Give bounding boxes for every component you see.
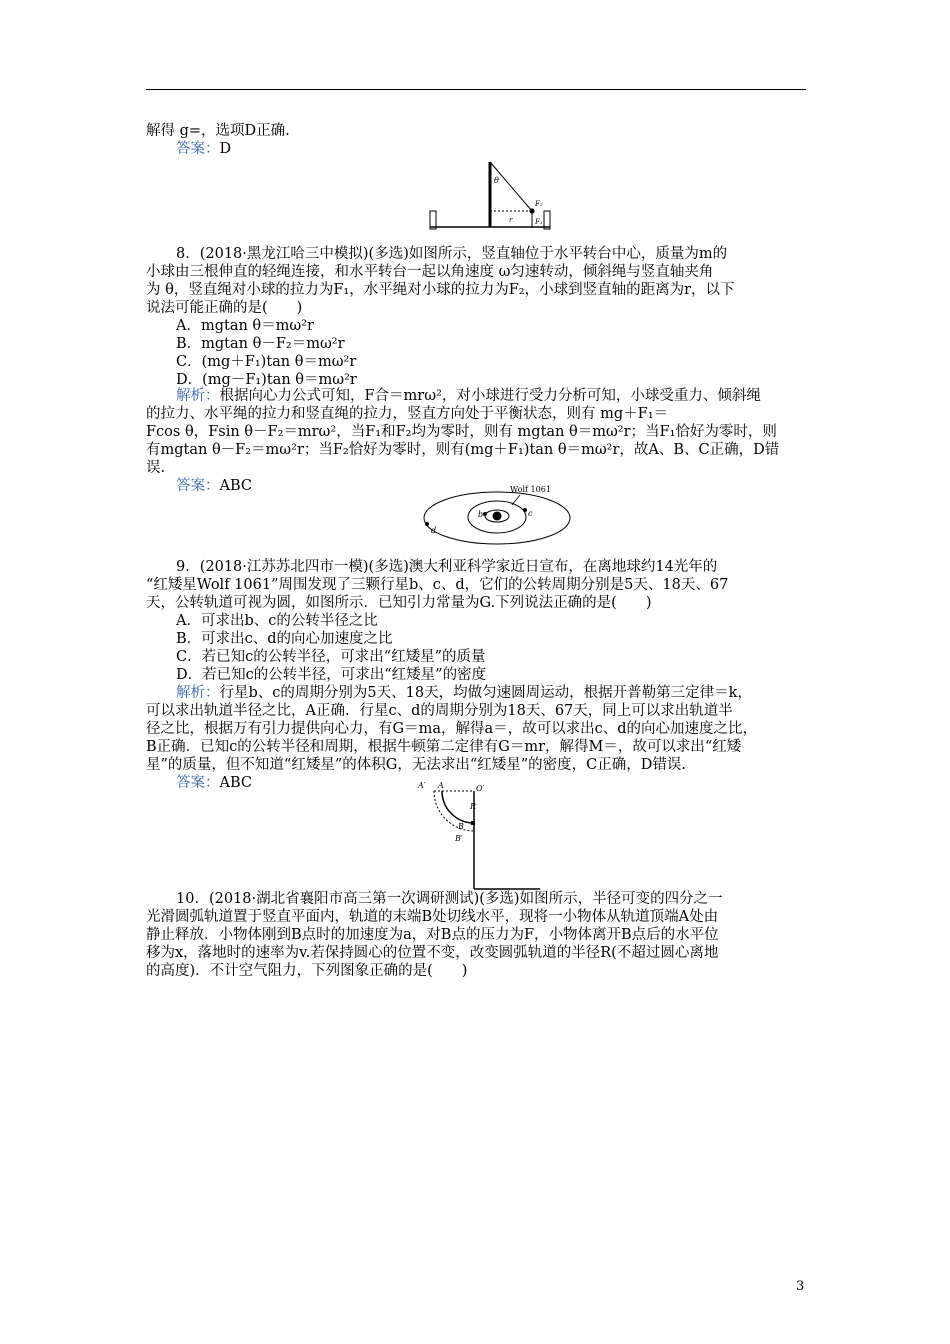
answer-label: 答案： [176, 141, 220, 157]
text-line: 的高度)．不计空气阻力，下列图象正确的是( ) [146, 963, 468, 979]
rotating-table-figure [424, 156, 556, 232]
b-point-label: B [458, 822, 464, 831]
text-line: 误. [146, 460, 166, 476]
arc-track-figure [412, 777, 544, 897]
option-c: C．(mg＋F₁)tan θ＝mω²r [176, 354, 357, 370]
text-line: 星”的质量，但不知道“红矮星”的体积G，无法求出“红矮星”的密度，C正确，D错误. [146, 757, 686, 773]
text-line: Fcos θ，Fsin θ－F₂＝mrω²，当F₁和F₂均为零时，则有 mgtan θ＝mω²r；当F₁恰好为零时，则 [146, 424, 777, 440]
b-label: b [478, 510, 484, 519]
option-d: D．(mg－F₁)tan θ＝mω²r [176, 372, 357, 388]
r-label: r [509, 216, 513, 224]
wolf-label: Wolf 1061 [510, 485, 551, 494]
analysis-text: 行星b、c的周期分别为5天、18天，均做匀速圆周运动，根据开普勒第三定律＝k， [219, 685, 752, 701]
analysis-text: 根据向心力公式可知，F合＝mrω²，对小球进行受力分析可知，小球受重力、倾斜绳 [219, 388, 761, 404]
option-a: A．mgtan θ＝mω²r [176, 318, 314, 334]
text-line: 静止释放．小物体刚到B点时的加速度为a，对B点的压力为F，小物体离开B点后的水平位 [146, 927, 719, 943]
a-label: A [438, 781, 444, 790]
text-line: 9．(2018·江苏苏北四市一模)(多选)澳大利亚科学家近日宣布，在离地球约14光年的 [176, 559, 718, 575]
orbit-figure [422, 481, 572, 546]
answer-value: D [219, 141, 232, 157]
option-b: B．可求出c、d的向心加速度之比 [176, 631, 393, 647]
header-rule [146, 89, 806, 90]
page-number: 3 [796, 1279, 805, 1294]
text-line: 说法可能正确的是( ) [146, 300, 303, 316]
text-line: 移为x，落地时的速率为v.若保持圆心的位置不变，改变圆弧轨道的半径R(不超过圆心离地 [146, 945, 719, 961]
answer-label: 答案： [176, 478, 220, 494]
text-line: 天，公转轨道可视为圆，如图所示．已知引力常量为G.下列说法正确的是( ) [146, 595, 652, 611]
f1-label: F₁ [535, 218, 543, 226]
text-line: 的拉力、水平绳的拉力和竖直绳的拉力，竖直方向处于平衡状态，则有 mg＋F₁＝ [146, 406, 669, 422]
d-label: d [431, 526, 437, 535]
analysis-line [176, 388, 808, 405]
text-line: 光滑圆弧轨道置于竖直平面内，轨道的末端B处切线水平，现将一小物体从轨道顶端A处由 [146, 909, 719, 925]
text-line: B正确．已知c的公转半径和周期，根据牛顿第二定律有G＝mr，解得M＝，故可以求出“红矮 [146, 739, 742, 755]
text-line: 10．(2018·湖北省襄阳市高三第一次调研测试)(多选)如图所示，半径可变的四分之一 [176, 891, 723, 907]
answer-label: 答案： [176, 775, 220, 791]
b-prime-label: B′ [455, 834, 463, 843]
f2-label: F₂ [535, 200, 543, 208]
analysis-label: 解析： [176, 388, 220, 404]
o-prime-label: O′ [476, 784, 485, 793]
text-line: 为 θ，竖直绳对小球的拉力为F₁，水平绳对小球的拉力为F₂，小球到竖直轴的距离为r，以下 [146, 282, 735, 298]
theta-label: θ [494, 176, 499, 185]
radius-label: R [470, 802, 477, 811]
option-d: D．若已知c的公转半径，可求出“红矮星”的密度 [176, 667, 487, 683]
text-line: 可以求出轨道半径之比，A正确．行星c、d的周期分别为18天、67天，同上可以求出轨道半 [146, 703, 733, 719]
text-line: 小球由三根伸直的轻绳连接，和水平转台一起以角速度 ω匀速转动，倾斜绳与竖直轴夹角 [146, 264, 714, 280]
analysis-label: 解析： [176, 685, 220, 701]
text-line: 8．(2018·黑龙江哈三中模拟)(多选)如图所示，竖直轴位于水平转台中心，质量为m的 [176, 246, 728, 262]
text-line: “红矮星Wolf 1061”周围发现了三颗行星b、c、d，它们的公转周期分别是5天、18天、67 [146, 577, 729, 593]
text-line: 解得 g=，选项D正确. [146, 123, 290, 139]
option-a: A．可求出b、c的公转半径之比 [176, 613, 378, 629]
option-b: B．mgtan θ－F₂＝mω²r [176, 336, 345, 352]
answer-value: ABC [219, 478, 252, 494]
a-prime-label: A′ [418, 781, 426, 790]
c-label: c [528, 509, 533, 518]
text-line: 径之比，根据万有引力提供向心力，有G＝ma，解得a＝，故可以求出c、d的向心加速度之比， [146, 721, 758, 737]
text-line: 有mgtan θ－F₂＝mω²r；当F₂恰好为零时，则有(mg＋F₁)tan θ＝mω²r，故A、B、C正确，D错 [146, 442, 780, 458]
option-c: C．若已知c的公转半径，可求出“红矮星”的质量 [176, 649, 486, 665]
answer-value: ABC [219, 775, 252, 791]
analysis-line [176, 685, 808, 702]
